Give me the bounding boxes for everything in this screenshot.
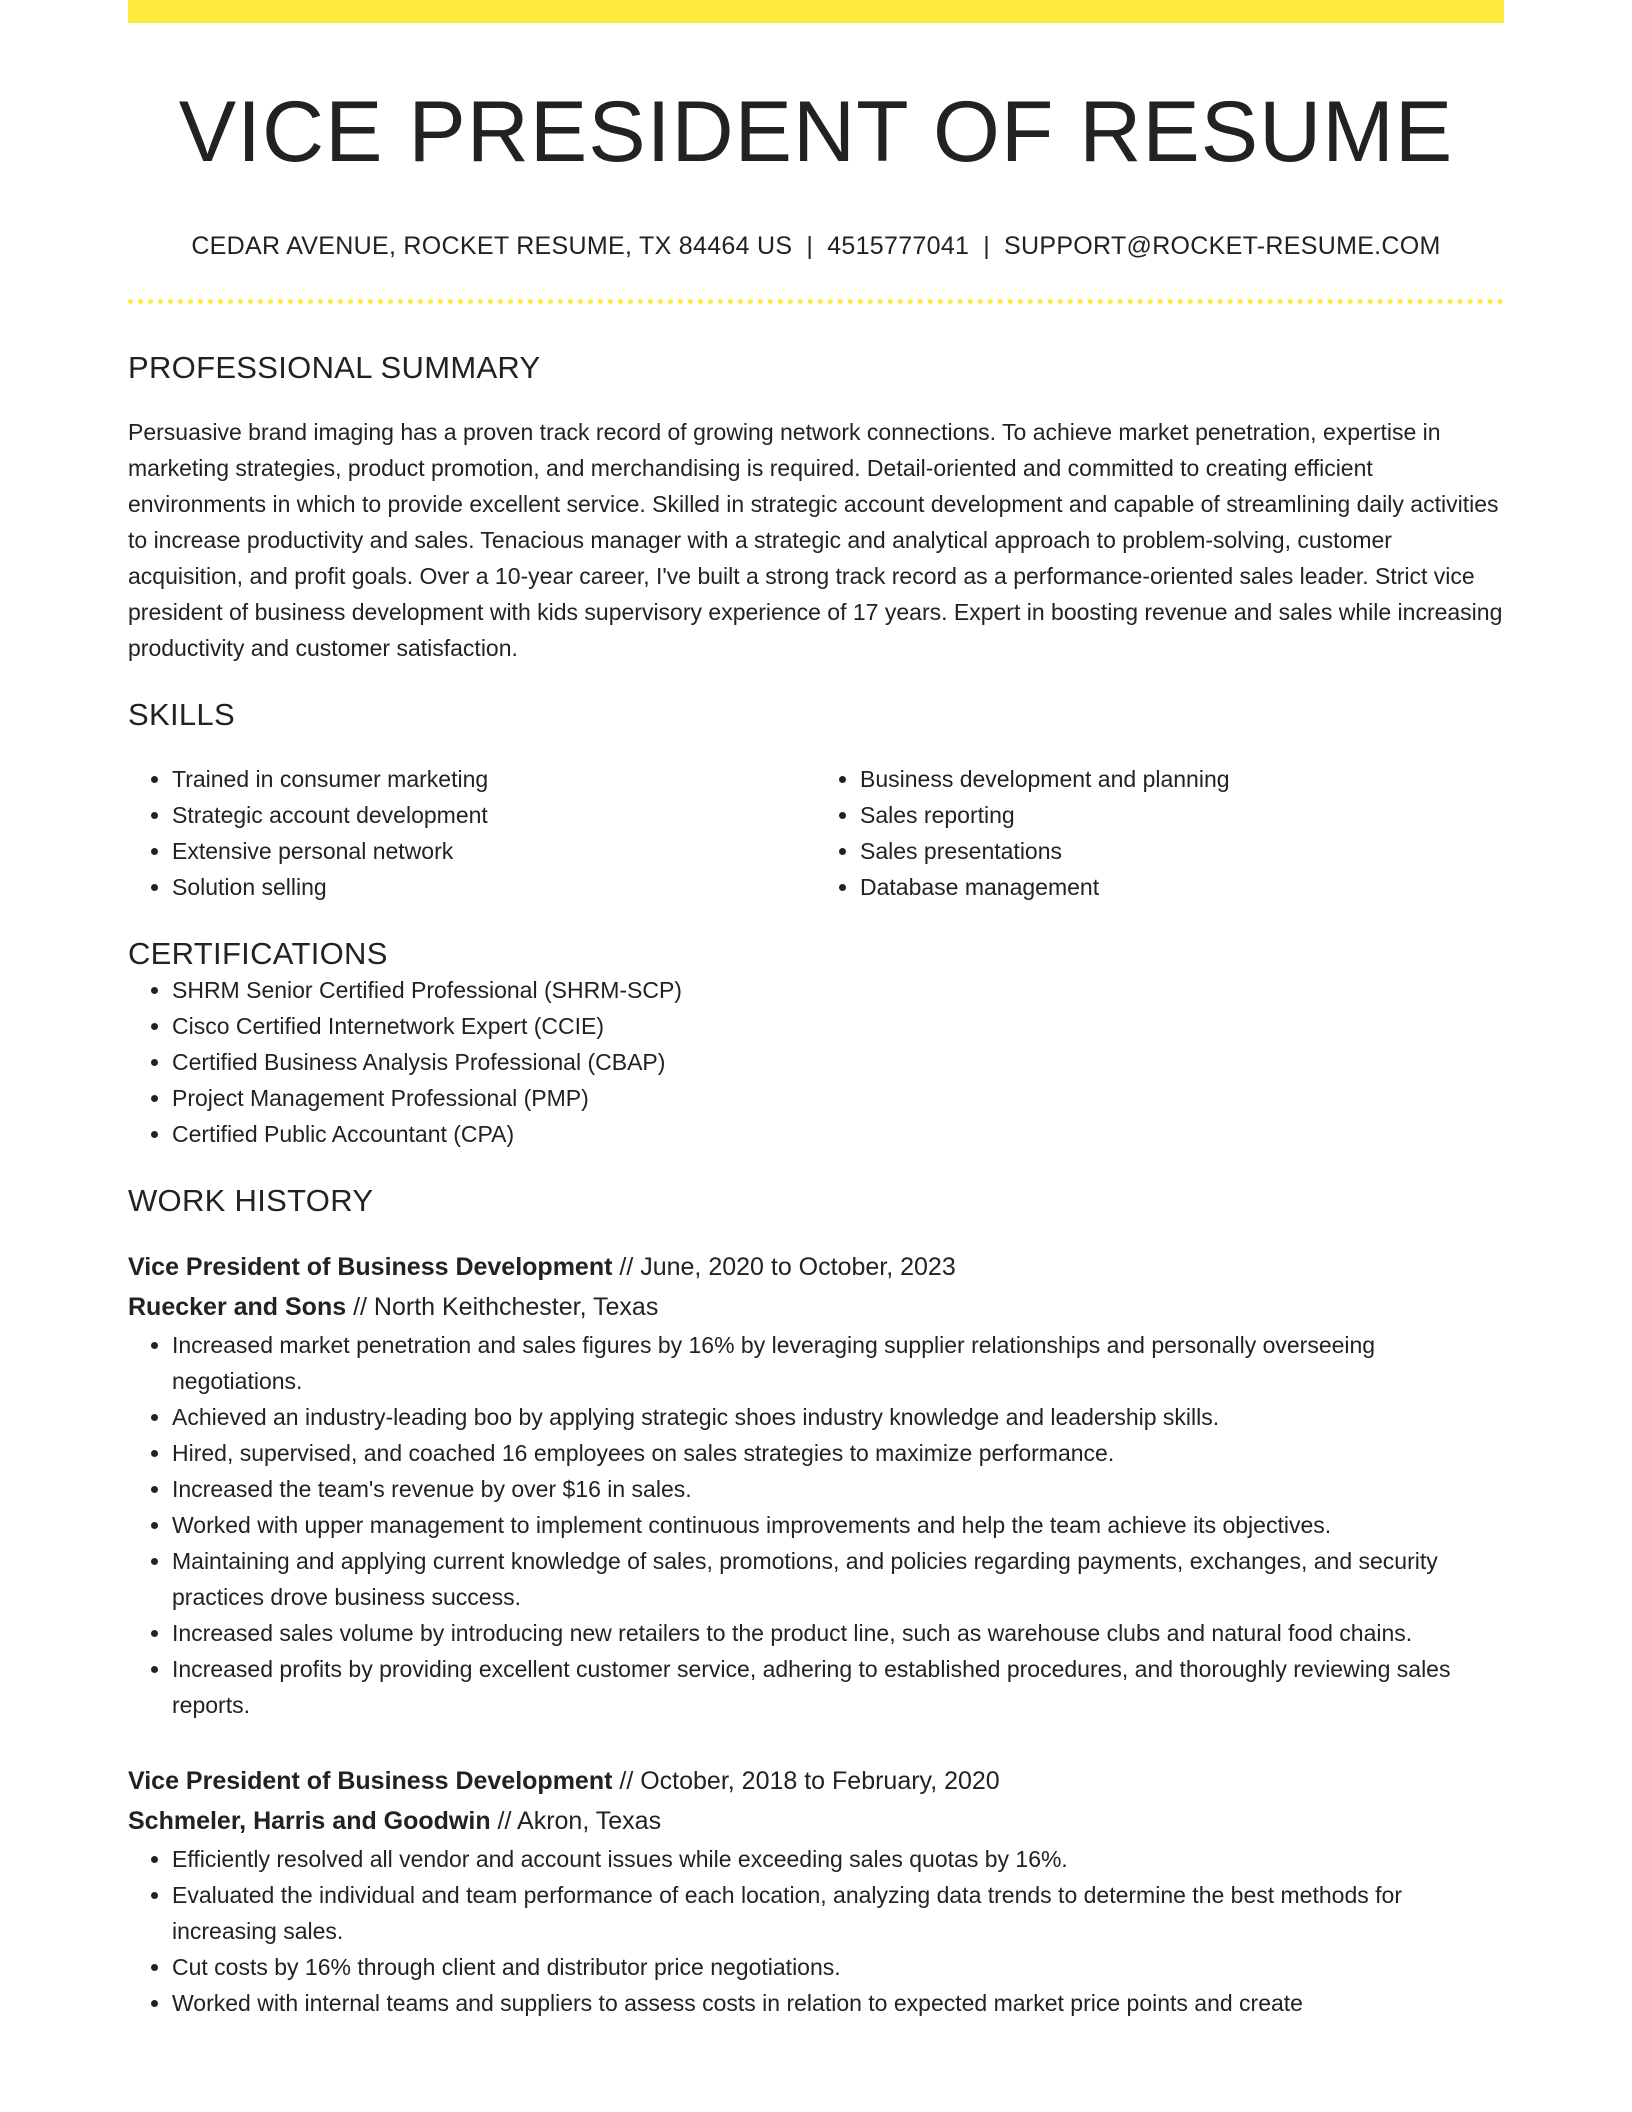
contact-line bbox=[128, 232, 1504, 261]
job-bullet: • Worked with internal teams and suppliers to assess costs in relation to expected market price points and create bbox=[172, 1985, 1504, 2021]
certifications-heading: CERTIFICATIONS bbox=[128, 935, 388, 971]
resume-page bbox=[128, 0, 1504, 2021]
job-bullet: • Maintaining and applying current knowledge of sales, promotions, and policies regarding payments, exchanges, and security practices drove business success. bbox=[172, 1543, 1504, 1615]
skill-item: • Extensive personal network bbox=[172, 833, 816, 869]
skills-grid bbox=[128, 761, 1504, 905]
certification-item: • Cisco Certified Internetwork Expert (CCIE) bbox=[172, 1008, 1504, 1044]
job-bullet-list bbox=[128, 1327, 1504, 1723]
resume-name: VICE PRESIDENT OF RESUME bbox=[178, 84, 1454, 180]
work-history-heading: WORK HISTORY bbox=[128, 1182, 374, 1218]
summary-heading: PROFESSIONAL SUMMARY bbox=[128, 349, 541, 385]
job-company: Schmeler, Harris and Goodwin bbox=[128, 1806, 491, 1835]
contact-separator: | bbox=[983, 231, 991, 260]
job-bullet: • Evaluated the individual and team performance of each location, analyzing data trends to determine the best methods for increasing sales. bbox=[172, 1877, 1504, 1949]
job-bullet: • Worked with upper management to implement continuous improvements and help the team achieve its objectives. bbox=[172, 1507, 1504, 1543]
skill-item: • Strategic account development bbox=[172, 797, 816, 833]
certifications-list bbox=[128, 972, 1504, 1152]
skills-list-right bbox=[816, 761, 1504, 905]
job-title-line bbox=[128, 1761, 1504, 1801]
job-entry bbox=[128, 1247, 1504, 1723]
job-bullet: • Hired, supervised, and coached 16 employees on sales strategies to maximize performance. bbox=[172, 1435, 1504, 1471]
skill-item: • Sales presentations bbox=[860, 833, 1504, 869]
skills-column-right bbox=[816, 761, 1504, 905]
skills-list-left bbox=[128, 761, 816, 905]
job-bullet: • Increased profits by providing excellent customer service, adhering to established procedures, and thoroughly reviewing sales reports. bbox=[172, 1651, 1504, 1723]
job-bullet: • Achieved an industry-leading boo by applying strategic shoes industry knowledge and leadership skills. bbox=[172, 1399, 1504, 1435]
contact-separator: | bbox=[806, 231, 814, 260]
job-dates: // June, 2020 to October, 2023 bbox=[612, 1252, 956, 1281]
job-bullet: • Increased market penetration and sales figures by 16% by leveraging supplier relationships and personally overseeing negotiations. bbox=[172, 1327, 1504, 1399]
job-location: // North Keithchester, Texas bbox=[346, 1292, 659, 1321]
contact-phone: 4515777041 bbox=[827, 231, 970, 260]
skill-item: • Solution selling bbox=[172, 869, 816, 905]
job-location: // Akron, Texas bbox=[490, 1806, 662, 1835]
job-bullet: • Increased the team's revenue by over $16 in sales. bbox=[172, 1471, 1504, 1507]
job-company-line bbox=[128, 1287, 1504, 1327]
job-dates: // October, 2018 to February, 2020 bbox=[612, 1766, 1000, 1795]
job-company-line bbox=[128, 1801, 1504, 1841]
job-title: Vice President of Business Development bbox=[128, 1252, 613, 1281]
contact-email: SUPPORT@ROCKET-RESUME.COM bbox=[1004, 231, 1441, 260]
certification-item: • Project Management Professional (PMP) bbox=[172, 1080, 1504, 1116]
accent-top-bar bbox=[128, 0, 1504, 23]
job-bullet-list bbox=[128, 1841, 1504, 2021]
skill-item: • Database management bbox=[860, 869, 1504, 905]
certification-item: • Certified Public Accountant (CPA) bbox=[172, 1116, 1504, 1152]
job-title: Vice President of Business Development bbox=[128, 1766, 613, 1795]
skill-item: • Trained in consumer marketing bbox=[172, 761, 816, 797]
skill-item: • Sales reporting bbox=[860, 797, 1504, 833]
skills-heading: SKILLS bbox=[128, 696, 235, 732]
job-entry bbox=[128, 1761, 1504, 2021]
skills-column-left bbox=[128, 761, 816, 905]
job-bullet: • Increased sales volume by introducing new retailers to the product line, such as warehouse clubs and natural food chains. bbox=[172, 1615, 1504, 1651]
job-bullet: • Cut costs by 16% through client and distributor price negotiations. bbox=[172, 1949, 1504, 1985]
dotted-divider bbox=[128, 299, 1504, 304]
job-title-line bbox=[128, 1247, 1504, 1287]
job-bullet: • Efficiently resolved all vendor and account issues while exceeding sales quotas by 16%. bbox=[172, 1841, 1504, 1877]
summary-text: Persuasive brand imaging has a proven track record of growing network connections. To achieve market penetration, expertise in marketing strategies, product promotion, and merchandising is required. Detail-oriented and committed to creating efficient environments in which to provide excellent service. Skilled in strategic account development and capable of streamlining daily activities to increase productivity and sales. Tenacious manager with a strategic and analytical approach to problem-solving, customer acquisition, and profit goals. Over a 10-year career, I've built a strong track record as a performance-oriented sales leader. Strict vice president of business development with kids supervisory experience of 17 years. Expert in boosting revenue and sales while increasing productivity and customer satisfaction. bbox=[128, 418, 1503, 661]
certification-item: • Certified Business Analysis Professional (CBAP) bbox=[172, 1044, 1504, 1080]
certification-item: • SHRM Senior Certified Professional (SHRM-SCP) bbox=[172, 972, 1504, 1008]
contact-address: CEDAR AVENUE, ROCKET RESUME, TX 84464 US bbox=[191, 231, 793, 260]
job-company: Ruecker and Sons bbox=[128, 1292, 347, 1321]
skill-item: • Business development and planning bbox=[860, 761, 1504, 797]
